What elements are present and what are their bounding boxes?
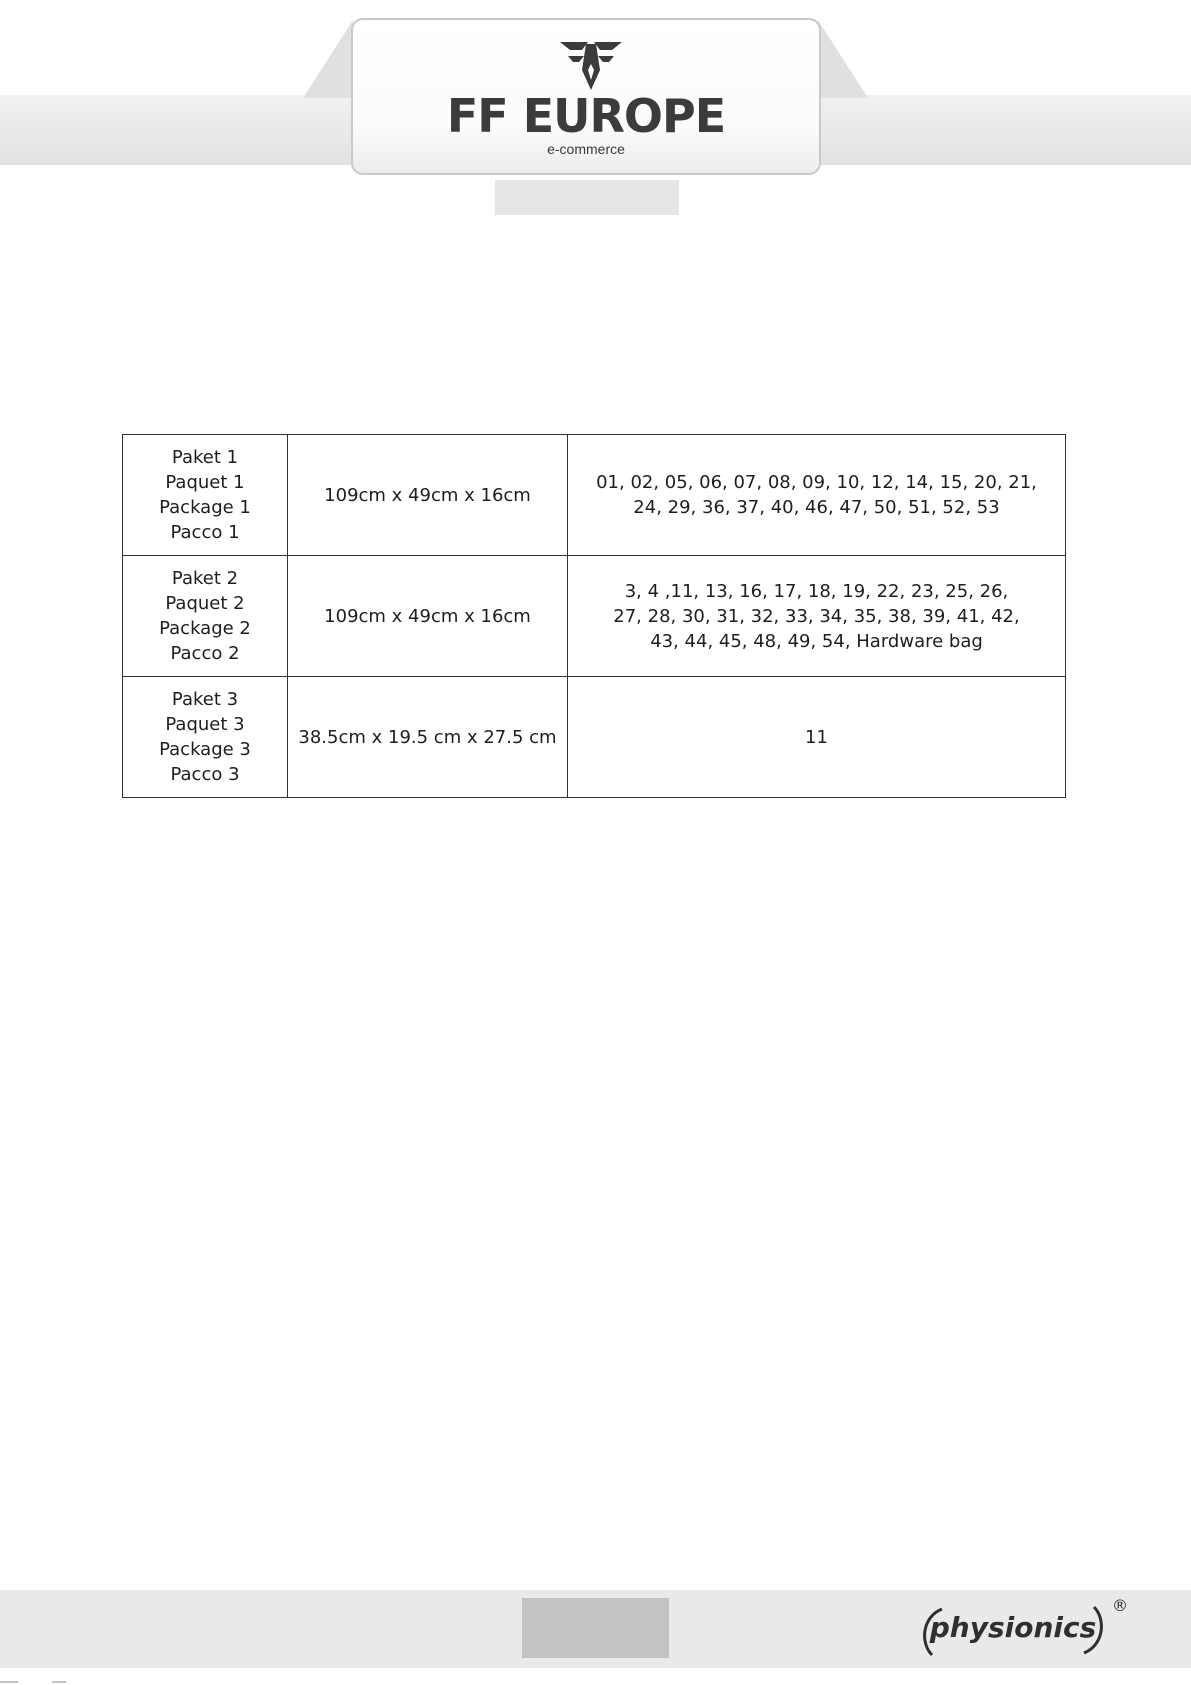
ff-europe-emblem-icon [558,40,624,92]
ff-europe-logo [351,18,821,175]
package-name: Pacco 2 [170,643,240,664]
package-name-cell [123,556,288,677]
package-name: Pacco 3 [170,764,240,785]
package-name: Package 2 [159,618,251,639]
package-name: Paket 1 [171,447,239,468]
logo-wordmark: FF EUROPE [446,89,726,143]
package-name: Paquet 3 [165,714,245,735]
package-parts: 43, 44, 45, 48, 49, 54, Hardware bag [650,630,983,652]
package-name: Pacco 1 [170,522,240,543]
table-row [123,556,1066,677]
header-shoulder-left [303,20,353,98]
physionics-logo [918,1603,1108,1659]
package-parts-cell [568,677,1066,798]
package-name: Paquet 1 [165,472,245,493]
logo-subtext: e-commerce [547,141,625,157]
package-dimensions: 109cm x 49cm x 16cm [288,435,568,556]
package-name-cell [123,677,288,798]
package-parts: 11 [805,726,828,748]
package-parts: 24, 29, 36, 37, 40, 46, 47, 50, 51, 52, 53 [633,497,1000,518]
footer-page-tab [522,1598,669,1658]
package-name: Package 3 [159,739,251,760]
package-parts-cell [568,435,1066,556]
footer-print-mark [0,1679,120,1684]
package-parts: 27, 28, 30, 31, 32, 33, 34, 35, 38, 39, 41, 42, [613,605,1020,627]
registered-mark: ® [1112,1596,1128,1615]
package-name-cell [123,435,288,556]
package-name: Package 1 [159,497,251,518]
table-row [123,435,1066,556]
package-dimensions: 38.5cm x 19.5 cm x 27.5 cm [288,677,568,798]
package-parts: 3, 4 ,11, 13, 16, 17, 18, 19, 22, 23, 25, 26, [624,580,1009,602]
package-name: Paket 2 [171,568,239,589]
brand-name: physionics [929,1611,1097,1644]
package-name: Paquet 2 [165,593,245,614]
header-shoulder-right [818,20,868,98]
package-table [122,434,1066,798]
package-name: Paket 3 [171,689,239,710]
package-parts-cell [568,556,1066,677]
package-parts: 01, 02, 05, 06, 07, 08, 09, 10, 12, 14, 15, 20, 21, [596,472,1037,493]
table-row [123,677,1066,798]
package-dimensions: 109cm x 49cm x 16cm [288,556,568,677]
header-tab [495,180,679,215]
